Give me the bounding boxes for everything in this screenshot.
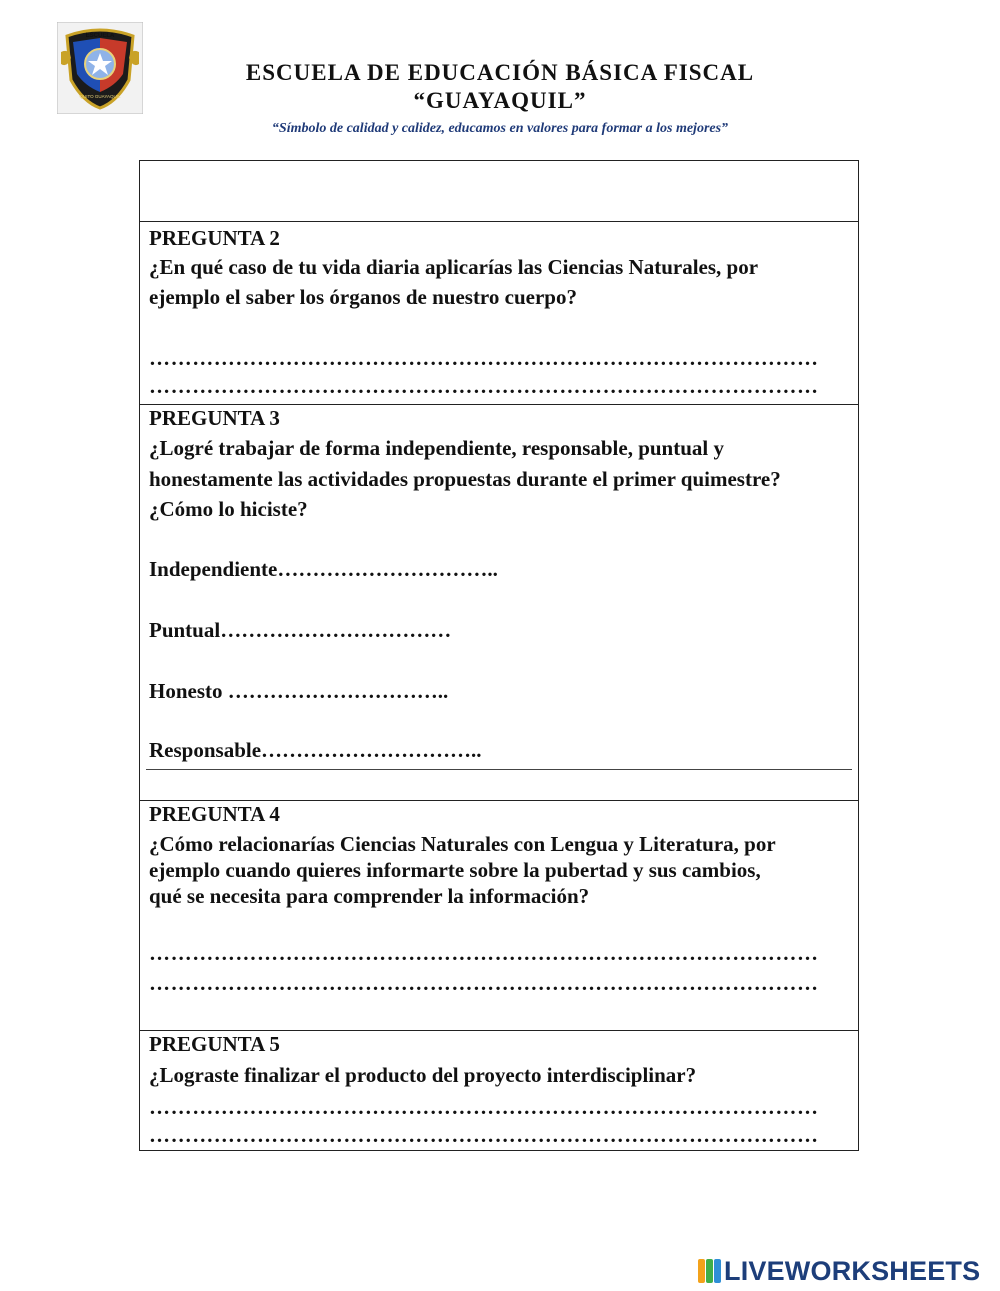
liveworksheets-logo-icon [698, 1259, 721, 1283]
question-2-answer-line[interactable]: ………………………………………………………………………………… [149, 346, 819, 370]
question-4-text-line: ¿Cómo relacionarías Ciencias Naturales con Lengua y Literatura, por [149, 832, 776, 856]
question-5-answer-line[interactable]: ………………………………………………………………………………… [149, 1095, 819, 1119]
question-3-title: PREGUNTA 3 [149, 406, 280, 430]
question-3-text-line: honestamente las actividades propuestas durante el primer quimestre? [149, 467, 781, 491]
question-4-text-line: qué se necesita para comprender la información? [149, 884, 590, 908]
question-4-section [140, 800, 858, 1031]
question-2-text-line: ¿En qué caso de tu vida diaria aplicarías las Ciencias Naturales, por [149, 255, 759, 279]
question-4-answer-line[interactable]: ………………………………………………………………………………… [149, 971, 819, 995]
question-4-text-line: ejemplo cuando quieres informarte sobre la pubertad y sus cambios, [149, 858, 761, 882]
question-2-text-line: ejemplo el saber los órganos de nuestro cuerpo? [149, 285, 577, 309]
question-3-text-line: ¿Cómo lo hiciste? [149, 497, 308, 521]
question-5-title: PREGUNTA 5 [149, 1032, 280, 1056]
field-independiente[interactable]: Independiente………………………….. [149, 557, 498, 581]
liveworksheets-brand[interactable] [698, 1254, 980, 1288]
question-5-answer-line[interactable]: ………………………………………………………………………………… [149, 1123, 819, 1147]
question-2-section [140, 221, 858, 405]
question-2-title: PREGUNTA 2 [149, 226, 280, 250]
question-3-text-line: ¿Logré trabajar de forma independiente, responsable, puntual y [149, 436, 724, 460]
crest-top-text: ESCUELA [85, 33, 115, 39]
school-city-name: “GUAYAQUIL” [413, 88, 587, 113]
question-2-answer-line[interactable]: ………………………………………………………………………………… [149, 374, 819, 398]
questionnaire-sheet [139, 160, 859, 1151]
field-puntual[interactable]: Puntual…………………………… [149, 618, 452, 642]
field-responsable[interactable]: Responsable………………………….. [149, 738, 482, 762]
divider [146, 769, 852, 770]
field-honesto[interactable]: Honesto ………………………….. [149, 679, 449, 703]
question-5-section [140, 1030, 858, 1151]
question-5-text-line: ¿Lograste finalizar el producto del proyecto interdisciplinar? [149, 1063, 697, 1087]
school-motto: “Símbolo de calidad y calidez, educamos en valores para formar a los mejores” [271, 121, 729, 136]
question-4-title: PREGUNTA 4 [149, 802, 280, 826]
school-name: ESCUELA DE EDUCACIÓN BÁSICA FISCAL [245, 60, 755, 85]
question-3-section [140, 404, 858, 801]
question-4-answer-line[interactable]: ………………………………………………………………………………… [149, 941, 819, 965]
crest-bottom-text: QUITO GUAYAQUIL [79, 94, 121, 99]
brand-name: LIVEWORKSHEETS [724, 1255, 981, 1286]
